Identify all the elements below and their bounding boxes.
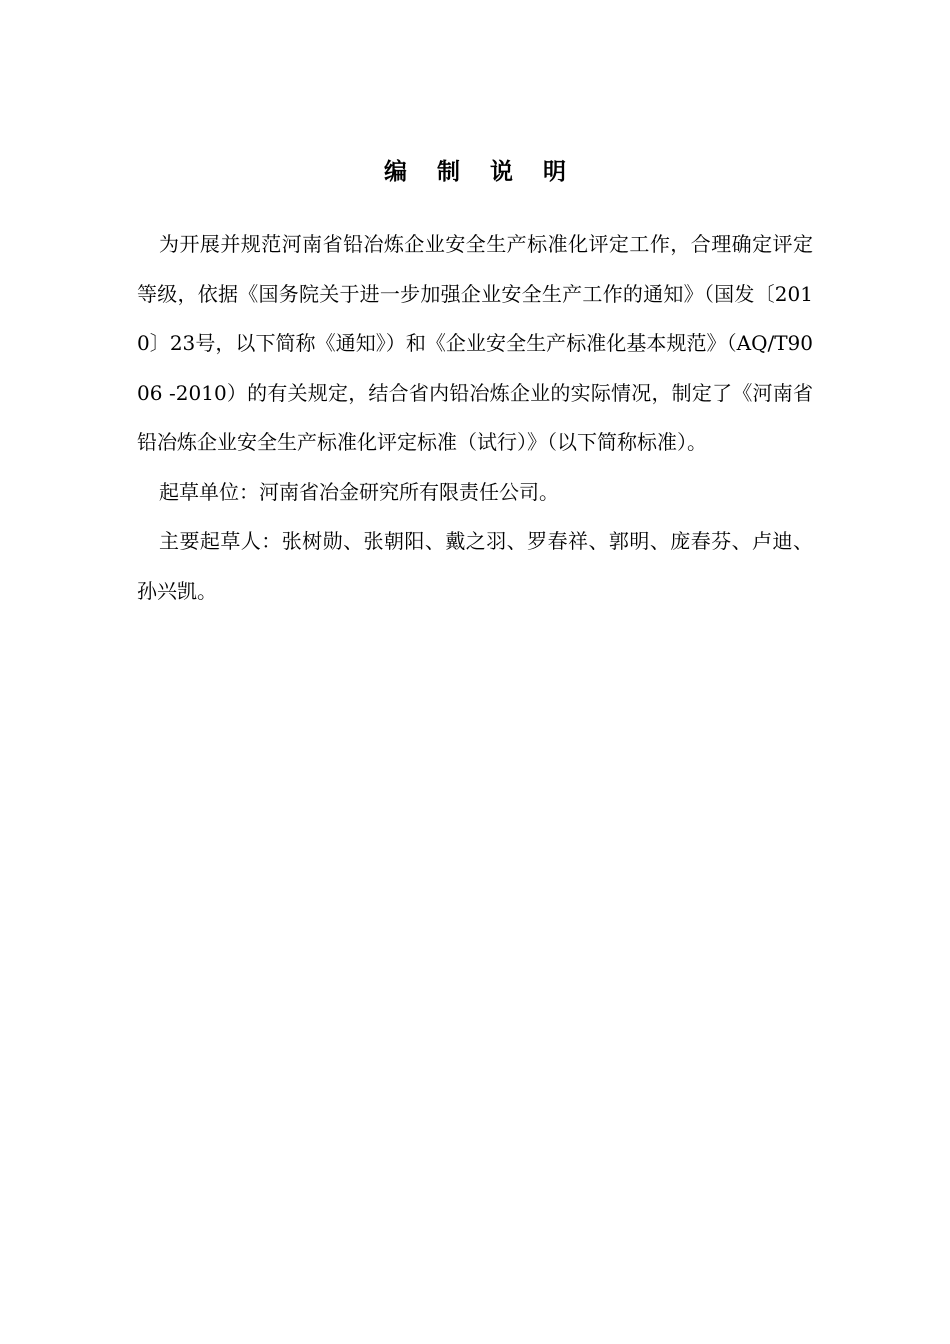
drafting-unit-paragraph: 起草单位：河南省冶金研究所有限责任公司。	[159, 479, 559, 504]
document-body	[137, 150, 813, 616]
drafters-paragraph: 主要起草人：张树勋、张朝阳、戴之羽、罗春祥、郭明、庞春芬、卢迪、孙兴凯。	[137, 529, 813, 603]
purpose-paragraph: 为开展并规范河南省铅冶炼企业安全生产标准化评定工作，合理确定评定等级，依据《国务院关于进一步加强企业安全生产工作的通知》（国发〔2010〕23号，以下简称《通知》）和《企业安全生产标准化基本规范》（AQ/T9006 -2010）的有关规定，结合省内铅冶炼企业的实际情况，制定了《河南省铅冶炼企业安全生产标准化评定标准（试行）》（以下简称标准）。	[137, 232, 813, 454]
document-title: 编 制 说 明	[383, 159, 578, 185]
